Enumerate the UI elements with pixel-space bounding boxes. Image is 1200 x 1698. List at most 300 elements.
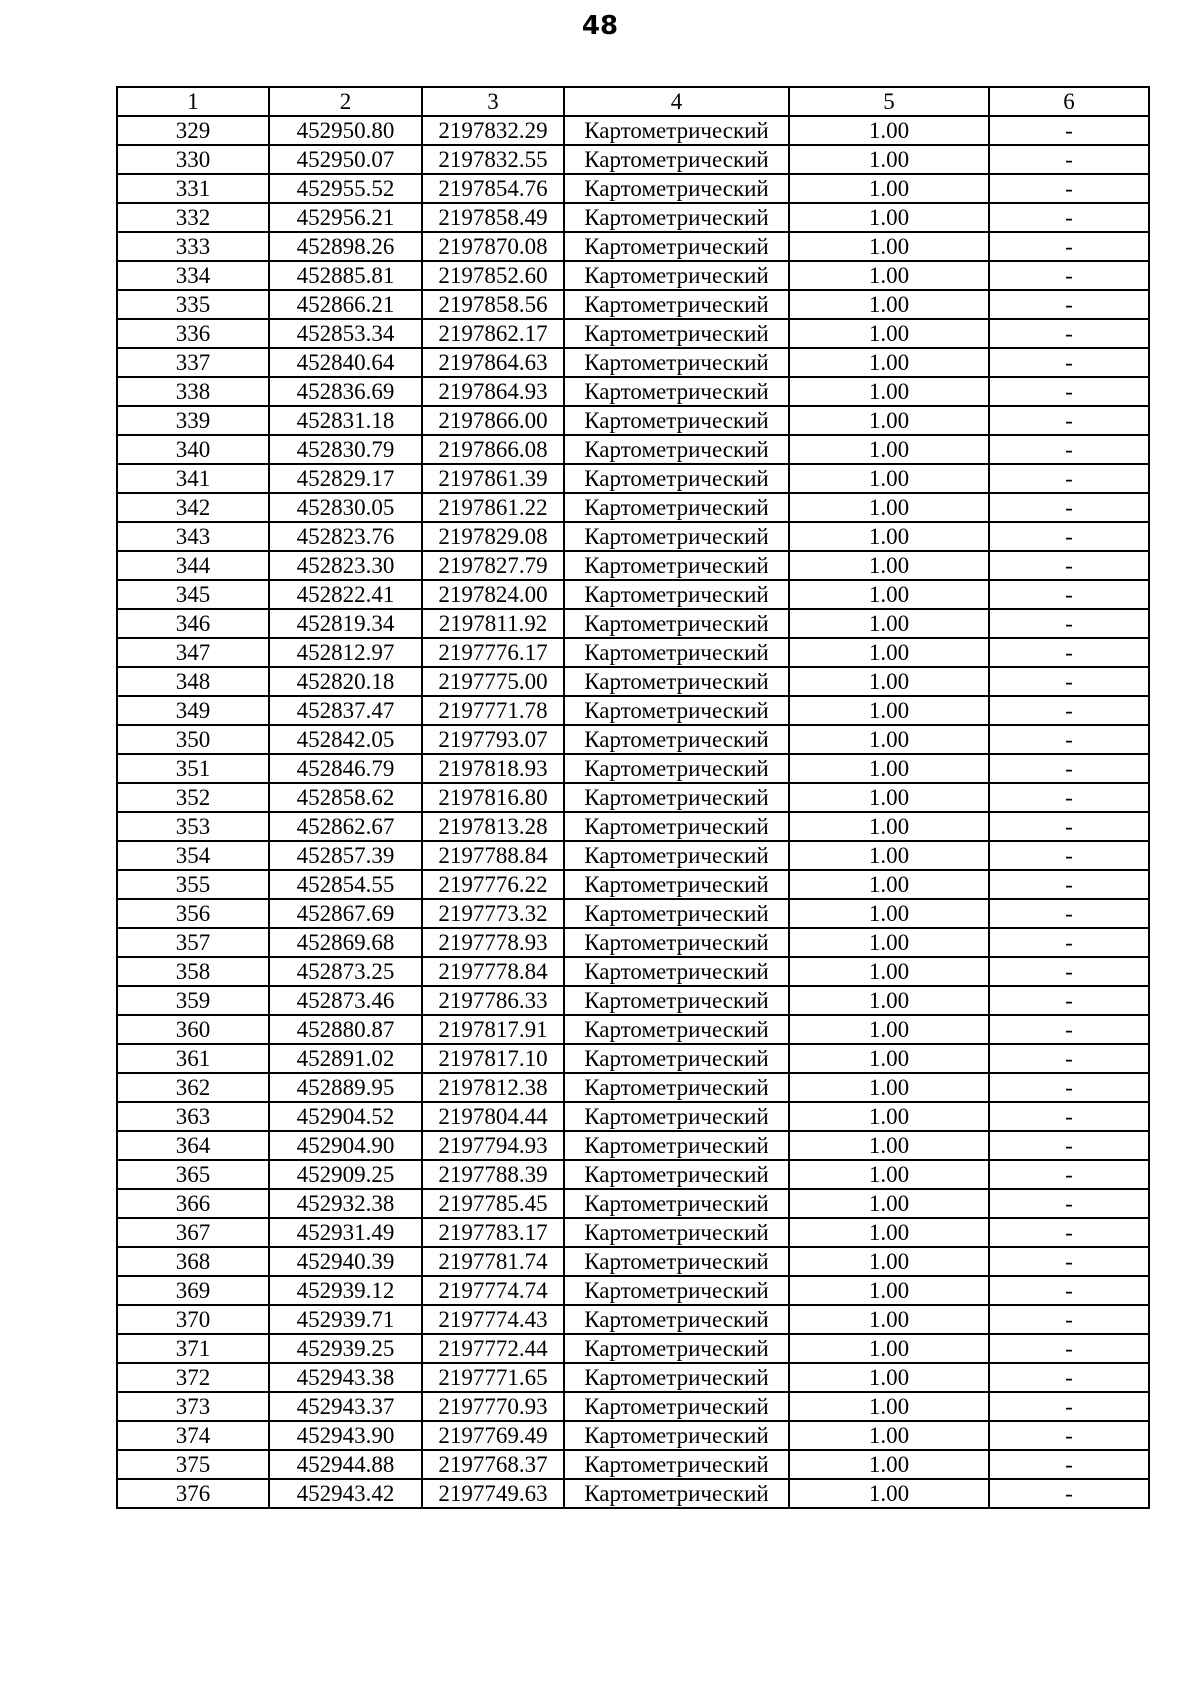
- x-coordinate-cell: 452873.46: [269, 986, 422, 1015]
- point-number-cell: 337: [117, 348, 269, 377]
- table-row: [117, 319, 1149, 348]
- point-number-cell: 335: [117, 290, 269, 319]
- accuracy-cell: 1.00: [789, 1450, 989, 1479]
- method-cell: Картометрический: [564, 261, 789, 290]
- table-row: [117, 1102, 1149, 1131]
- method-cell: Картометрический: [564, 957, 789, 986]
- y-coordinate-cell: 2197812.38: [422, 1073, 564, 1102]
- table-row: [117, 1160, 1149, 1189]
- accuracy-cell: 1.00: [789, 1102, 989, 1131]
- y-coordinate-cell: 2197852.60: [422, 261, 564, 290]
- point-number-cell: 372: [117, 1363, 269, 1392]
- x-coordinate-cell: 452822.41: [269, 580, 422, 609]
- x-coordinate-cell: 452830.79: [269, 435, 422, 464]
- accuracy-cell: 1.00: [789, 203, 989, 232]
- accuracy-cell: 1.00: [789, 406, 989, 435]
- column-header: 4: [564, 87, 789, 116]
- point-number-cell: 343: [117, 522, 269, 551]
- point-number-cell: 356: [117, 899, 269, 928]
- x-coordinate-cell: 452955.52: [269, 174, 422, 203]
- point-number-cell: 344: [117, 551, 269, 580]
- x-coordinate-cell: 452866.21: [269, 290, 422, 319]
- column-header: 1: [117, 87, 269, 116]
- x-coordinate-cell: 452842.05: [269, 725, 422, 754]
- accuracy-cell: 1.00: [789, 290, 989, 319]
- table-row: [117, 899, 1149, 928]
- y-coordinate-cell: 2197794.93: [422, 1131, 564, 1160]
- table-row: [117, 1189, 1149, 1218]
- method-cell: Картометрический: [564, 725, 789, 754]
- table-body: [117, 116, 1149, 1508]
- point-number-cell: 333: [117, 232, 269, 261]
- table-row: [117, 174, 1149, 203]
- point-number-cell: 374: [117, 1421, 269, 1450]
- table-row: [117, 928, 1149, 957]
- method-cell: Картометрический: [564, 1247, 789, 1276]
- y-coordinate-cell: 2197858.56: [422, 290, 564, 319]
- y-coordinate-cell: 2197749.63: [422, 1479, 564, 1508]
- method-cell: Картометрический: [564, 116, 789, 145]
- x-coordinate-cell: 452812.97: [269, 638, 422, 667]
- y-coordinate-cell: 2197854.76: [422, 174, 564, 203]
- accuracy-cell: 1.00: [789, 348, 989, 377]
- point-number-cell: 358: [117, 957, 269, 986]
- table-row: [117, 435, 1149, 464]
- description-cell: -: [989, 609, 1149, 638]
- x-coordinate-cell: 452889.95: [269, 1073, 422, 1102]
- description-cell: -: [989, 493, 1149, 522]
- y-coordinate-cell: 2197783.17: [422, 1218, 564, 1247]
- table-row: [117, 522, 1149, 551]
- x-coordinate-cell: 452854.55: [269, 870, 422, 899]
- point-number-cell: 345: [117, 580, 269, 609]
- table-row: [117, 1363, 1149, 1392]
- x-coordinate-cell: 452831.18: [269, 406, 422, 435]
- description-cell: -: [989, 1479, 1149, 1508]
- y-coordinate-cell: 2197776.22: [422, 870, 564, 899]
- point-number-cell: 368: [117, 1247, 269, 1276]
- accuracy-cell: 1.00: [789, 783, 989, 812]
- description-cell: -: [989, 1450, 1149, 1479]
- method-cell: Картометрический: [564, 551, 789, 580]
- description-cell: -: [989, 522, 1149, 551]
- x-coordinate-cell: 452840.64: [269, 348, 422, 377]
- method-cell: Картометрический: [564, 464, 789, 493]
- description-cell: -: [989, 1073, 1149, 1102]
- point-number-cell: 361: [117, 1044, 269, 1073]
- table-row: [117, 638, 1149, 667]
- accuracy-cell: 1.00: [789, 1479, 989, 1508]
- method-cell: Картометрический: [564, 493, 789, 522]
- method-cell: Картометрический: [564, 754, 789, 783]
- method-cell: Картометрический: [564, 1044, 789, 1073]
- accuracy-cell: 1.00: [789, 1421, 989, 1450]
- x-coordinate-cell: 452943.42: [269, 1479, 422, 1508]
- method-cell: Картометрический: [564, 1102, 789, 1131]
- method-cell: Картометрический: [564, 667, 789, 696]
- accuracy-cell: 1.00: [789, 435, 989, 464]
- table-row: [117, 145, 1149, 174]
- accuracy-cell: 1.00: [789, 1247, 989, 1276]
- x-coordinate-cell: 452891.02: [269, 1044, 422, 1073]
- x-coordinate-cell: 452943.38: [269, 1363, 422, 1392]
- accuracy-cell: 1.00: [789, 1160, 989, 1189]
- y-coordinate-cell: 2197769.49: [422, 1421, 564, 1450]
- table-row: [117, 609, 1149, 638]
- point-number-cell: 348: [117, 667, 269, 696]
- y-coordinate-cell: 2197804.44: [422, 1102, 564, 1131]
- table-row: [117, 986, 1149, 1015]
- method-cell: Картометрический: [564, 841, 789, 870]
- method-cell: Картометрический: [564, 174, 789, 203]
- x-coordinate-cell: 452880.87: [269, 1015, 422, 1044]
- x-coordinate-cell: 452939.25: [269, 1334, 422, 1363]
- description-cell: -: [989, 1363, 1149, 1392]
- point-number-cell: 357: [117, 928, 269, 957]
- method-cell: Картометрический: [564, 609, 789, 638]
- y-coordinate-cell: 2197772.44: [422, 1334, 564, 1363]
- table-row: [117, 406, 1149, 435]
- point-number-cell: 351: [117, 754, 269, 783]
- y-coordinate-cell: 2197813.28: [422, 812, 564, 841]
- description-cell: -: [989, 754, 1149, 783]
- table-row: [117, 1131, 1149, 1160]
- point-number-cell: 370: [117, 1305, 269, 1334]
- method-cell: Картометрический: [564, 203, 789, 232]
- y-coordinate-cell: 2197771.78: [422, 696, 564, 725]
- accuracy-cell: 1.00: [789, 232, 989, 261]
- description-cell: -: [989, 116, 1149, 145]
- accuracy-cell: 1.00: [789, 551, 989, 580]
- point-number-cell: 360: [117, 1015, 269, 1044]
- point-number-cell: 334: [117, 261, 269, 290]
- x-coordinate-cell: 452857.39: [269, 841, 422, 870]
- table-row: [117, 783, 1149, 812]
- description-cell: -: [989, 1189, 1149, 1218]
- y-coordinate-cell: 2197818.93: [422, 754, 564, 783]
- accuracy-cell: 1.00: [789, 696, 989, 725]
- accuracy-cell: 1.00: [789, 812, 989, 841]
- y-coordinate-cell: 2197862.17: [422, 319, 564, 348]
- y-coordinate-cell: 2197870.08: [422, 232, 564, 261]
- accuracy-cell: 1.00: [789, 261, 989, 290]
- point-number-cell: 336: [117, 319, 269, 348]
- x-coordinate-cell: 452837.47: [269, 696, 422, 725]
- y-coordinate-cell: 2197864.63: [422, 348, 564, 377]
- table-row: [117, 464, 1149, 493]
- x-coordinate-cell: 452836.69: [269, 377, 422, 406]
- accuracy-cell: 1.00: [789, 841, 989, 870]
- x-coordinate-cell: 452944.88: [269, 1450, 422, 1479]
- y-coordinate-cell: 2197861.39: [422, 464, 564, 493]
- y-coordinate-cell: 2197775.00: [422, 667, 564, 696]
- accuracy-cell: 1.00: [789, 1131, 989, 1160]
- description-cell: -: [989, 783, 1149, 812]
- point-number-cell: 338: [117, 377, 269, 406]
- column-header: 5: [789, 87, 989, 116]
- description-cell: -: [989, 812, 1149, 841]
- method-cell: Картометрический: [564, 145, 789, 174]
- x-coordinate-cell: 452829.17: [269, 464, 422, 493]
- description-cell: -: [989, 1421, 1149, 1450]
- method-cell: Картометрический: [564, 1218, 789, 1247]
- y-coordinate-cell: 2197858.49: [422, 203, 564, 232]
- method-cell: Картометрический: [564, 899, 789, 928]
- accuracy-cell: 1.00: [789, 1218, 989, 1247]
- accuracy-cell: 1.00: [789, 1189, 989, 1218]
- y-coordinate-cell: 2197827.79: [422, 551, 564, 580]
- y-coordinate-cell: 2197816.80: [422, 783, 564, 812]
- y-coordinate-cell: 2197774.74: [422, 1276, 564, 1305]
- point-number-cell: 331: [117, 174, 269, 203]
- y-coordinate-cell: 2197788.84: [422, 841, 564, 870]
- page-number: 48: [581, 11, 619, 41]
- method-cell: Картометрический: [564, 1276, 789, 1305]
- x-coordinate-cell: 452904.90: [269, 1131, 422, 1160]
- point-number-cell: 353: [117, 812, 269, 841]
- point-number-cell: 330: [117, 145, 269, 174]
- description-cell: -: [989, 406, 1149, 435]
- method-cell: Картометрический: [564, 1073, 789, 1102]
- accuracy-cell: 1.00: [789, 667, 989, 696]
- point-number-cell: 349: [117, 696, 269, 725]
- method-cell: Картометрический: [564, 638, 789, 667]
- description-cell: -: [989, 1160, 1149, 1189]
- y-coordinate-cell: 2197781.74: [422, 1247, 564, 1276]
- x-coordinate-cell: 452867.69: [269, 899, 422, 928]
- table-row: [117, 667, 1149, 696]
- accuracy-cell: 1.00: [789, 319, 989, 348]
- method-cell: Картометрический: [564, 928, 789, 957]
- column-header: 2: [269, 87, 422, 116]
- point-number-cell: 352: [117, 783, 269, 812]
- description-cell: -: [989, 580, 1149, 609]
- x-coordinate-cell: 452853.34: [269, 319, 422, 348]
- description-cell: -: [989, 957, 1149, 986]
- description-cell: -: [989, 899, 1149, 928]
- x-coordinate-cell: 452885.81: [269, 261, 422, 290]
- method-cell: Картометрический: [564, 870, 789, 899]
- x-coordinate-cell: 452956.21: [269, 203, 422, 232]
- point-number-cell: 367: [117, 1218, 269, 1247]
- method-cell: Картометрический: [564, 812, 789, 841]
- point-number-cell: 363: [117, 1102, 269, 1131]
- description-cell: -: [989, 551, 1149, 580]
- accuracy-cell: 1.00: [789, 493, 989, 522]
- point-number-cell: 376: [117, 1479, 269, 1508]
- method-cell: Картометрический: [564, 435, 789, 464]
- table-row: [117, 812, 1149, 841]
- x-coordinate-cell: 452939.12: [269, 1276, 422, 1305]
- accuracy-cell: 1.00: [789, 1305, 989, 1334]
- description-cell: -: [989, 203, 1149, 232]
- description-cell: -: [989, 1305, 1149, 1334]
- accuracy-cell: 1.00: [789, 1073, 989, 1102]
- accuracy-cell: 1.00: [789, 1015, 989, 1044]
- point-number-cell: 366: [117, 1189, 269, 1218]
- column-header: 3: [422, 87, 564, 116]
- y-coordinate-cell: 2197778.93: [422, 928, 564, 957]
- description-cell: -: [989, 1131, 1149, 1160]
- table-row: [117, 1421, 1149, 1450]
- table-row: [117, 348, 1149, 377]
- table-row: [117, 957, 1149, 986]
- table-row: [117, 580, 1149, 609]
- method-cell: Картометрический: [564, 290, 789, 319]
- description-cell: -: [989, 986, 1149, 1015]
- table-row: [117, 116, 1149, 145]
- table-row: [117, 1073, 1149, 1102]
- table-header: [117, 87, 1149, 116]
- description-cell: -: [989, 435, 1149, 464]
- point-number-cell: 375: [117, 1450, 269, 1479]
- description-cell: -: [989, 145, 1149, 174]
- x-coordinate-cell: 452873.25: [269, 957, 422, 986]
- y-coordinate-cell: 2197817.91: [422, 1015, 564, 1044]
- accuracy-cell: 1.00: [789, 1334, 989, 1363]
- description-cell: -: [989, 638, 1149, 667]
- description-cell: -: [989, 1334, 1149, 1363]
- method-cell: Картометрический: [564, 232, 789, 261]
- method-cell: Картометрический: [564, 406, 789, 435]
- method-cell: Картометрический: [564, 319, 789, 348]
- method-cell: Картометрический: [564, 1160, 789, 1189]
- method-cell: Картометрический: [564, 1334, 789, 1363]
- x-coordinate-cell: 452950.80: [269, 116, 422, 145]
- method-cell: Картометрический: [564, 348, 789, 377]
- accuracy-cell: 1.00: [789, 754, 989, 783]
- point-number-cell: 329: [117, 116, 269, 145]
- description-cell: -: [989, 667, 1149, 696]
- method-cell: Картометрический: [564, 1392, 789, 1421]
- method-cell: Картометрический: [564, 522, 789, 551]
- point-number-cell: 340: [117, 435, 269, 464]
- table-row: [117, 1392, 1149, 1421]
- method-cell: Картометрический: [564, 1305, 789, 1334]
- description-cell: -: [989, 377, 1149, 406]
- table-row: [117, 870, 1149, 899]
- accuracy-cell: 1.00: [789, 899, 989, 928]
- method-cell: Картометрический: [564, 696, 789, 725]
- method-cell: Картометрический: [564, 1421, 789, 1450]
- description-cell: -: [989, 1044, 1149, 1073]
- table-row: [117, 493, 1149, 522]
- accuracy-cell: 1.00: [789, 725, 989, 754]
- y-coordinate-cell: 2197832.29: [422, 116, 564, 145]
- method-cell: Картометрический: [564, 986, 789, 1015]
- x-coordinate-cell: 452940.39: [269, 1247, 422, 1276]
- table-row: [117, 261, 1149, 290]
- table-row: [117, 203, 1149, 232]
- description-cell: -: [989, 232, 1149, 261]
- y-coordinate-cell: 2197774.43: [422, 1305, 564, 1334]
- x-coordinate-cell: 452943.90: [269, 1421, 422, 1450]
- method-cell: Картометрический: [564, 580, 789, 609]
- description-cell: -: [989, 319, 1149, 348]
- y-coordinate-cell: 2197817.10: [422, 1044, 564, 1073]
- x-coordinate-cell: 452869.68: [269, 928, 422, 957]
- x-coordinate-cell: 452819.34: [269, 609, 422, 638]
- table-row: [117, 754, 1149, 783]
- x-coordinate-cell: 452846.79: [269, 754, 422, 783]
- method-cell: Картометрический: [564, 1015, 789, 1044]
- y-coordinate-cell: 2197776.17: [422, 638, 564, 667]
- y-coordinate-cell: 2197832.55: [422, 145, 564, 174]
- table-row: [117, 1305, 1149, 1334]
- accuracy-cell: 1.00: [789, 1363, 989, 1392]
- x-coordinate-cell: 452932.38: [269, 1189, 422, 1218]
- method-cell: Картометрический: [564, 377, 789, 406]
- point-number-cell: 342: [117, 493, 269, 522]
- method-cell: Картометрический: [564, 783, 789, 812]
- point-number-cell: 355: [117, 870, 269, 899]
- x-coordinate-cell: 452858.62: [269, 783, 422, 812]
- point-number-cell: 362: [117, 1073, 269, 1102]
- y-coordinate-cell: 2197861.22: [422, 493, 564, 522]
- x-coordinate-cell: 452823.76: [269, 522, 422, 551]
- table-row: [117, 1247, 1149, 1276]
- method-cell: Картометрический: [564, 1131, 789, 1160]
- accuracy-cell: 1.00: [789, 377, 989, 406]
- y-coordinate-cell: 2197788.39: [422, 1160, 564, 1189]
- accuracy-cell: 1.00: [789, 1044, 989, 1073]
- table-row: [117, 1276, 1149, 1305]
- accuracy-cell: 1.00: [789, 580, 989, 609]
- x-coordinate-cell: 452904.52: [269, 1102, 422, 1131]
- accuracy-cell: 1.00: [789, 957, 989, 986]
- description-cell: -: [989, 464, 1149, 493]
- point-number-cell: 341: [117, 464, 269, 493]
- accuracy-cell: 1.00: [789, 609, 989, 638]
- coordinates-table: [116, 86, 1150, 1509]
- y-coordinate-cell: 2197866.00: [422, 406, 564, 435]
- description-cell: -: [989, 1276, 1149, 1305]
- x-coordinate-cell: 452943.37: [269, 1392, 422, 1421]
- accuracy-cell: 1.00: [789, 986, 989, 1015]
- description-cell: -: [989, 348, 1149, 377]
- point-number-cell: 350: [117, 725, 269, 754]
- x-coordinate-cell: 452909.25: [269, 1160, 422, 1189]
- accuracy-cell: 1.00: [789, 464, 989, 493]
- description-cell: -: [989, 1247, 1149, 1276]
- description-cell: -: [989, 725, 1149, 754]
- table-row: [117, 1334, 1149, 1363]
- y-coordinate-cell: 2197866.08: [422, 435, 564, 464]
- method-cell: Картометрический: [564, 1479, 789, 1508]
- y-coordinate-cell: 2197811.92: [422, 609, 564, 638]
- y-coordinate-cell: 2197771.65: [422, 1363, 564, 1392]
- accuracy-cell: 1.00: [789, 522, 989, 551]
- point-number-cell: 373: [117, 1392, 269, 1421]
- description-cell: -: [989, 696, 1149, 725]
- accuracy-cell: 1.00: [789, 174, 989, 203]
- accuracy-cell: 1.00: [789, 638, 989, 667]
- table-row: [117, 551, 1149, 580]
- point-number-cell: 365: [117, 1160, 269, 1189]
- table-row: [117, 1218, 1149, 1247]
- y-coordinate-cell: 2197793.07: [422, 725, 564, 754]
- method-cell: Картометрический: [564, 1450, 789, 1479]
- point-number-cell: 346: [117, 609, 269, 638]
- accuracy-cell: 1.00: [789, 928, 989, 957]
- accuracy-cell: 1.00: [789, 870, 989, 899]
- y-coordinate-cell: 2197770.93: [422, 1392, 564, 1421]
- point-number-cell: 354: [117, 841, 269, 870]
- y-coordinate-cell: 2197864.93: [422, 377, 564, 406]
- x-coordinate-cell: 452931.49: [269, 1218, 422, 1247]
- description-cell: -: [989, 261, 1149, 290]
- accuracy-cell: 1.00: [789, 116, 989, 145]
